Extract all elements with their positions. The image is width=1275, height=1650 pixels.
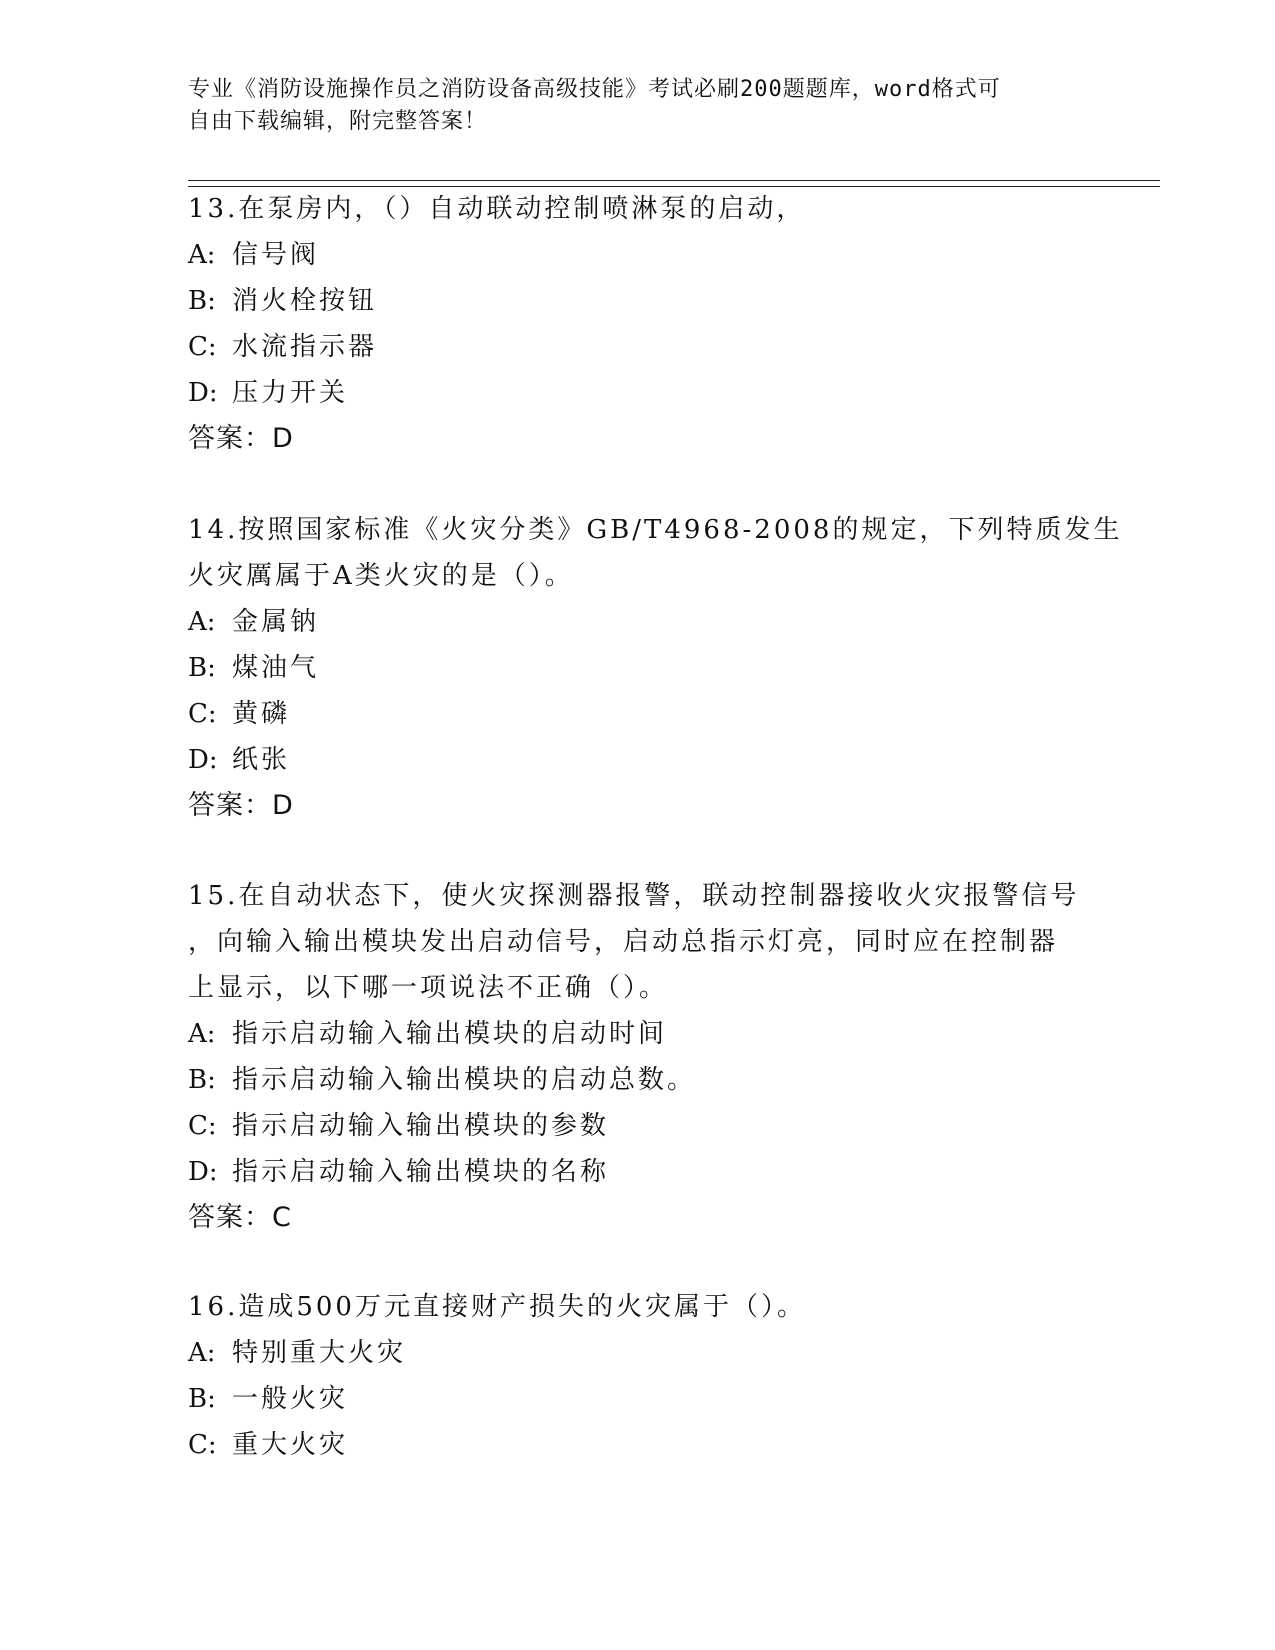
question-stem-continued: ，向输入输出模块发出启动信号，启动总指示灯亮，同时应在控制器	[188, 927, 1059, 957]
option-text: 金属钠	[232, 607, 320, 637]
option-b	[188, 645, 1108, 691]
option-letter: B:	[188, 1384, 216, 1414]
option-b	[188, 1057, 1108, 1103]
option-letter: A:	[188, 1338, 216, 1368]
option-d	[188, 737, 1108, 783]
option-a	[188, 1330, 1108, 1376]
option-text: 纸张	[232, 745, 291, 775]
question-stem: 16.造成500万元直接财产损失的火灾属于（）。	[188, 1292, 806, 1322]
option-text: 信号阀	[232, 240, 320, 270]
document-header	[188, 74, 1088, 138]
option-letter: B:	[188, 653, 216, 683]
option-text: 一般火灾	[232, 1384, 349, 1414]
question-14	[188, 507, 1123, 829]
option-letter: D:	[188, 1157, 218, 1187]
question-16	[188, 1284, 1108, 1468]
option-text: 特别重大火灾	[232, 1338, 407, 1368]
answer: 答案：D	[188, 423, 294, 454]
option-letter: D:	[188, 745, 218, 775]
option-text: 重大火灾	[232, 1430, 349, 1460]
option-c	[188, 324, 1108, 370]
question-stem: 14.按照国家标准《火灾分类》GB/T4968-2008的规定，下列特质发生	[188, 515, 1123, 545]
option-text: 指示启动输入输出模块的名称	[232, 1157, 610, 1187]
option-c	[188, 1422, 1108, 1468]
question-stem-continued: 上显示，以下哪一项说法不正确（）。	[188, 973, 669, 1003]
option-a	[188, 232, 1108, 278]
option-text: 指示启动输入输出模块的参数	[232, 1111, 610, 1141]
option-letter: C:	[188, 1111, 217, 1141]
option-letter: C:	[188, 1430, 217, 1460]
header-divider-top	[188, 180, 1160, 181]
question-13	[188, 186, 1108, 462]
option-letter: A:	[188, 240, 216, 270]
option-text: 指示启动输入输出模块的启动时间	[232, 1019, 668, 1049]
option-d	[188, 370, 1108, 416]
option-c	[188, 1103, 1108, 1149]
question-stem-continued: 火灾厲属于A类火灾的是（）。	[188, 561, 574, 591]
option-text: 黄磷	[232, 699, 291, 729]
question-stem: 13.在泵房内，（）自动联动控制喷淋泵的启动，	[188, 194, 806, 224]
option-c	[188, 691, 1108, 737]
option-letter: A:	[188, 1019, 216, 1049]
option-text: 压力开关	[232, 378, 349, 408]
option-text: 水流指示器	[232, 332, 378, 362]
answer: 答案：D	[188, 790, 294, 821]
option-letter: B:	[188, 1065, 216, 1095]
question-stem: 15.在自动状态下，使火灾探测器报警，联动控制器接收火灾报警信号	[188, 881, 1080, 911]
option-b	[188, 1376, 1108, 1422]
option-letter: D:	[188, 378, 218, 408]
header-line-1: 专业《消防设施操作员之消防设备高级技能》考试必刷200题题库，word格式可	[188, 77, 1001, 102]
header-line-2: 自由下载编辑，附完整答案！	[188, 109, 488, 134]
option-text: 消火栓按钮	[232, 286, 378, 316]
option-a	[188, 599, 1108, 645]
option-letter: C:	[188, 699, 217, 729]
option-letter: A:	[188, 607, 216, 637]
option-text: 指示启动输入输出模块的启动总数。	[232, 1065, 697, 1095]
option-a	[188, 1011, 1108, 1057]
answer: 答案：C	[188, 1202, 292, 1233]
option-b	[188, 278, 1108, 324]
option-letter: B:	[188, 286, 216, 316]
question-15	[188, 873, 1108, 1241]
option-text: 煤油气	[232, 653, 320, 683]
option-letter: C:	[188, 332, 217, 362]
option-d	[188, 1149, 1108, 1195]
